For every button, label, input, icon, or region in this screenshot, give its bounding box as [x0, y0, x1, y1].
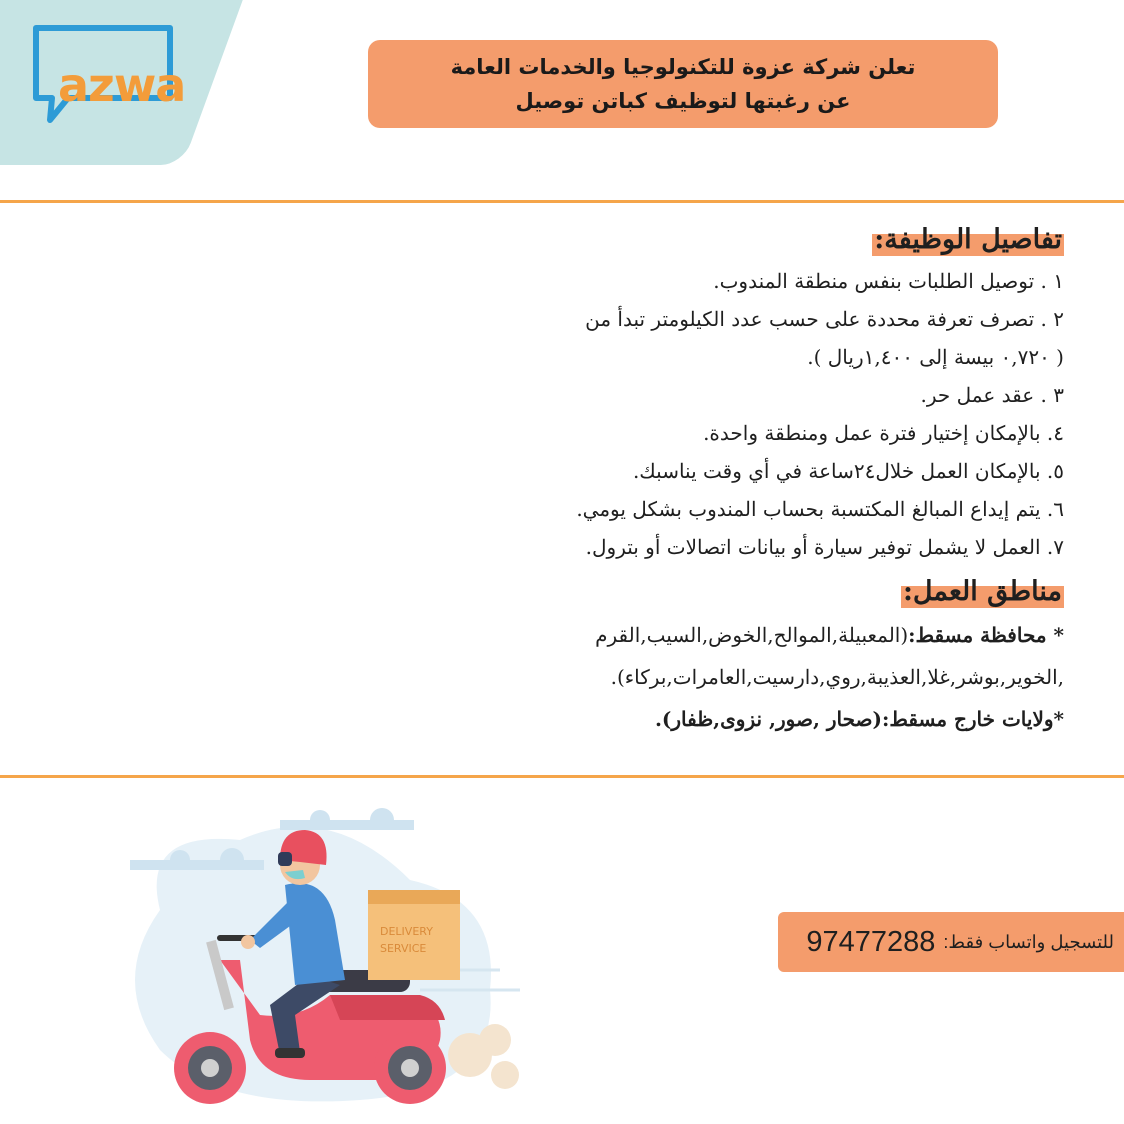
divider-bottom — [0, 775, 1124, 778]
whatsapp-number[interactable]: 97477288 — [806, 925, 936, 958]
scooter-rider-icon — [100, 790, 540, 1120]
logo — [28, 20, 186, 130]
job-item-2-cont: ( ٠,٧٢٠ بيسة إلى ١,٤٠٠ريال ). — [807, 345, 1064, 369]
job-item-3: ٣ . عقد عمل حر. — [920, 383, 1064, 407]
outside-muscat-areas: *ولايات خارج مسقط:(صحار ,صور, نزوى,ظفار). — [654, 707, 1064, 731]
banner-line-2: عن رغبتها لتوظيف كباتن توصيل — [515, 89, 851, 113]
job-item-1: ١ . توصيل الطلبات بنفس منطقة المندوب. — [713, 269, 1064, 293]
work-areas-heading: مناطق العمل: — [901, 570, 1064, 614]
banner-line-1: تعلن شركة عزوة للتكنولوجيا والخدمات العامة — [450, 55, 916, 79]
job-item-4: ٤. بالإمكان إختيار فترة عمل ومنطقة واحدة. — [703, 421, 1064, 445]
header-banner — [368, 40, 998, 128]
job-item-7: ٧. العمل لا يشمل توفير سيارة أو بيانات اتصالات أو بترول. — [585, 535, 1064, 559]
job-item-6: ٦. يتم إيداع المبالغ المكتسبة بحساب المندوب بشكل يومي. — [576, 497, 1064, 521]
muscat-label: * محافظة مسقط: — [908, 623, 1064, 647]
muscat-areas-line-1 — [424, 614, 1064, 656]
logo-text: azwa — [58, 58, 186, 112]
muscat-list-2: ,الخوير,بوشر,غلا,العذيبة,روي,دارسيت,العامرات,بركاء). — [610, 665, 1064, 689]
delivery-scooter-illustration — [100, 790, 540, 1120]
box-label-2: SERVICE — [380, 942, 427, 955]
contact-banner — [778, 912, 1124, 972]
divider-top — [0, 200, 1124, 203]
box-label-1: DELIVERY — [380, 925, 433, 938]
main-content — [424, 218, 1064, 740]
job-details-heading: تفاصيل الوظيفة: — [872, 218, 1064, 262]
contact-label: للتسجيل واتساب فقط: — [943, 931, 1114, 952]
job-item-2: ٢ . تصرف تعرفة محددة على حسب عدد الكيلومتر تبدأ من — [585, 307, 1064, 331]
muscat-list-1: (المعبيلة,الموالح,الخوض,السيب,القرم — [595, 623, 909, 647]
job-item-5: ٥. بالإمكان العمل خلال٢٤ساعة في أي وقت يناسبك. — [632, 459, 1064, 483]
